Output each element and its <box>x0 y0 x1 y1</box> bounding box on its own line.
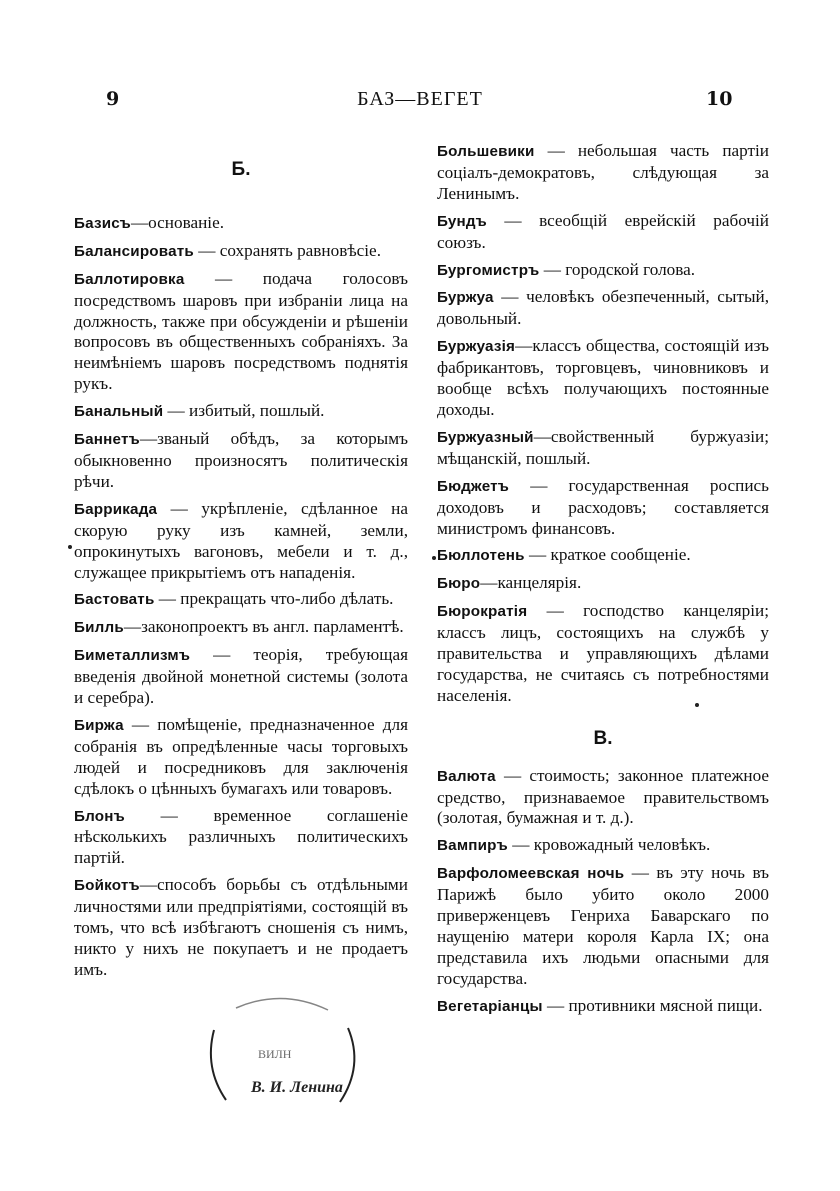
entry-separator: — <box>507 835 534 855</box>
entry-separator: — <box>139 875 157 895</box>
dictionary-entry <box>74 589 408 611</box>
page-header <box>0 88 840 116</box>
entry-separator: — <box>534 141 578 160</box>
dictionary-entry <box>74 213 408 235</box>
dictionary-entry <box>74 875 408 981</box>
dictionary-entry <box>74 429 408 493</box>
entry-definition: способъ борьбы съ отдѣльными личностями или предпріятіями, состоящій въ томъ, что всѣ избѣгаютъ сношенія съ нимъ, никто у нихъ не покупаетъ и не продаетъ имъ. <box>74 875 408 979</box>
dictionary-entry <box>437 996 769 1018</box>
entry-separator: — <box>139 429 158 449</box>
entry-separator: — <box>184 268 263 288</box>
entry-separator: — <box>486 210 540 230</box>
svg-text:ВИЛН: ВИЛН <box>258 1047 292 1061</box>
entry-separator: — <box>130 212 149 232</box>
entry-term: Бастовать <box>74 591 155 609</box>
dictionary-entry <box>437 427 769 470</box>
dictionary-entry <box>437 573 769 595</box>
entry-definition: кровожадный человѣкъ. <box>533 835 711 855</box>
dictionary-entry <box>74 645 408 709</box>
entry-separator: — <box>495 765 530 785</box>
entry-definition: законопроектъ въ англ. парламентѣ. <box>141 617 404 637</box>
entry-separator: — <box>157 498 202 518</box>
entry-separator: — <box>124 805 214 825</box>
left-entries-list <box>74 213 408 981</box>
entry-separator: — <box>624 863 657 883</box>
dictionary-entry <box>437 211 769 254</box>
entry-definition: сохранять равновѣсіе. <box>219 240 381 260</box>
dictionary-entry <box>437 545 769 567</box>
dictionary-entry <box>437 766 769 830</box>
entry-term: Баллотировка <box>74 270 185 288</box>
entry-term: Буржуазія <box>437 338 516 356</box>
entry-term: Бюллотень <box>437 547 525 565</box>
entry-separator: — <box>515 336 533 356</box>
dictionary-entry <box>437 835 769 857</box>
entry-separator: — <box>527 601 584 621</box>
dictionary-entry <box>74 715 408 800</box>
entry-separator: — <box>190 645 254 665</box>
entry-definition: теорія, требующая введенія двойной монетной системы (золота и серебра). <box>74 645 409 708</box>
entry-term: Вегетаріанцы <box>437 997 543 1015</box>
print-speck <box>432 556 436 560</box>
entry-separator: — <box>154 589 181 609</box>
entry-term: Билль <box>74 619 124 637</box>
entry-term: Бюрократія <box>437 603 528 621</box>
dictionary-entry <box>437 287 769 330</box>
entry-term: Варфоломеевская ночь <box>437 865 625 883</box>
entry-separator: — <box>193 240 220 260</box>
entry-separator: — <box>123 617 142 637</box>
entry-term: Большевики <box>437 143 535 160</box>
entry-definition: прекращать что-либо дѣлать. <box>180 589 394 609</box>
print-speck <box>695 703 699 707</box>
entry-definition: противники мясной пищи. <box>568 995 763 1015</box>
right-entries-list <box>437 141 769 707</box>
entry-term: Буржуа <box>437 289 494 307</box>
dictionary-entry <box>74 499 408 584</box>
entry-term: Банальный <box>74 403 164 421</box>
entry-definition: свойственный буржуазіи; мѣщанскій, пошлый. <box>437 426 769 468</box>
entry-separator: — <box>542 995 569 1015</box>
entry-term: Бюро <box>437 575 481 593</box>
entry-definition: укрѣпленіе, сдѣланное на скорую руку изъ камней, земли, опрокинутыхъ вагоновъ, мебели и т. д., служащее прикрытіемъ отъ нападенія. <box>74 498 408 582</box>
entry-term: Балансировать <box>74 242 194 260</box>
entry-separator: — <box>123 714 158 734</box>
right-column <box>437 141 769 1024</box>
dictionary-entry <box>74 617 408 639</box>
dictionary-entry <box>437 260 769 282</box>
entry-definition: помѣщеніе, предназначенное для собранія въ опредѣленные часы торговыхъ людей и посредниковъ для заключенія сдѣлокъ о цѣнныхъ бумагахъ или товаровъ. <box>74 714 408 798</box>
entry-term: Базисъ <box>74 214 131 232</box>
section-heading-v: В. <box>593 727 613 749</box>
entry-separator: — <box>163 401 190 421</box>
entry-term: Блонъ <box>74 807 125 825</box>
left-column <box>74 160 408 987</box>
entry-term: Валюта <box>437 767 496 785</box>
entry-separator: — <box>539 259 566 279</box>
entry-term: Биржа <box>74 716 124 734</box>
entry-term: Бургомистръ <box>437 261 540 279</box>
entry-definition: классъ общества, состоящій изъ фабрикантовъ, торговцевъ, чиновниковъ и вообще всѣхъ получающихъ постоянные доходы. <box>437 336 769 419</box>
entry-definition: городской голова. <box>565 259 696 279</box>
dictionary-entry <box>437 141 769 205</box>
entry-definition: званый обѣдъ, за которымъ обыкновенно произносятъ политическія рѣчи. <box>74 429 408 491</box>
page-number-left: 9 <box>106 88 120 110</box>
entry-definition: въ эту ночь въ Парижѣ было убито около 2000 приверженцевъ Генриха Баварскаго по наущенію матери короля Карла IX; она представила ихъ людьми опасными для государства. <box>437 863 770 988</box>
entry-term: Вампиръ <box>437 837 508 855</box>
v-entries-list <box>437 766 769 1018</box>
running-head: БАЗ—ВЕГЕТ <box>357 88 483 110</box>
stamp-text: В. И. Ленина <box>251 1079 343 1096</box>
dictionary-entry <box>437 601 769 707</box>
entry-definition: временное соглашеніе нѣсколькихъ различныхъ политическихъ партій. <box>74 805 408 868</box>
dictionary-entry <box>437 863 769 989</box>
section-heading-b: Б. <box>231 159 251 180</box>
entry-separator: — <box>509 475 569 495</box>
entry-definition: всеобщій еврейскій рабочій союзъ. <box>437 210 769 252</box>
dictionary-entry <box>437 336 769 421</box>
entry-definition: государственная роспись доходовъ и расходовъ; составляется министромъ финансовъ. <box>437 475 770 538</box>
entry-term: Баррикада <box>74 500 158 518</box>
entry-definition: основаніе. <box>148 212 224 232</box>
dictionary-entry <box>74 806 408 870</box>
entry-definition: подача голосовъ посредствомъ шаровъ при избраніи лица на должность, также при обсужденіи и рѣшеніи вопросовъ въ общественныхъ собраніяхъ. За неимѣніемъ шаровъ посредствомъ поднятія рукъ. <box>74 268 408 394</box>
dictionary-entry <box>74 241 408 263</box>
entry-term: Баннетъ <box>74 431 140 449</box>
entry-separator: — <box>533 426 551 446</box>
entry-term: Бюджетъ <box>437 477 510 495</box>
entry-term: Буржуазный <box>437 428 534 446</box>
page-number-right: 10 <box>706 88 733 110</box>
entry-definition: небольшая часть партіи соціалъ-демократовъ, слѣдующая за Ленинымъ. <box>437 141 769 203</box>
entry-definition: стоимость; законное платежное средство, признаваемое правительствомъ (золотая, бумажная и т. д.). <box>437 765 769 828</box>
entry-term: Бойкотъ <box>74 877 140 895</box>
dictionary-entry <box>74 269 408 395</box>
dictionary-entry <box>74 401 408 423</box>
entry-definition: канцелярія. <box>497 573 582 593</box>
dictionary-entry <box>437 476 769 540</box>
entry-separator: — <box>480 573 498 593</box>
print-speck <box>68 545 72 549</box>
entry-term: Биметаллизмъ <box>74 647 191 665</box>
entry-definition: человѣкъ обезпеченный, сытый, довольный. <box>437 287 769 329</box>
entry-separator: — <box>493 287 527 307</box>
entry-term: Бундъ <box>437 212 487 230</box>
entry-definition: избитый, пошлый. <box>189 401 325 421</box>
entry-separator: — <box>524 545 551 565</box>
entry-definition: краткое сообщеніе. <box>550 545 691 565</box>
entry-definition: господство канцеляріи; классъ лицъ, состоящихъ на службѣ у правительства и управляющихъ дѣлами государства, не считаясь съ потребностями населенія. <box>437 601 769 705</box>
